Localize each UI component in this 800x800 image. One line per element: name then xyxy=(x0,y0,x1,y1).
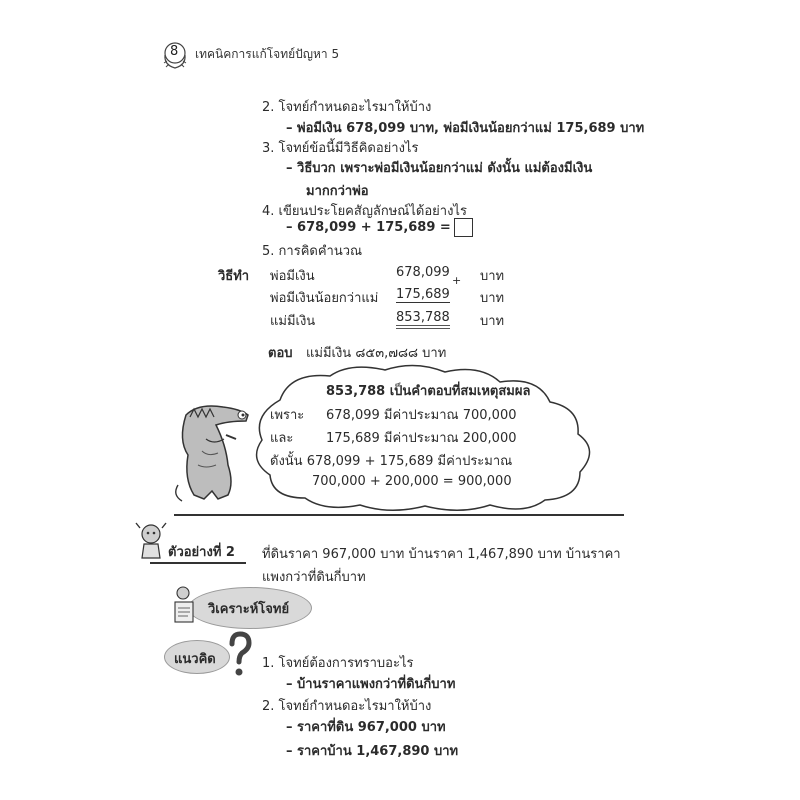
calc-row-3-unit: บาท xyxy=(480,314,505,329)
cloud-line1-label: เพราะ xyxy=(270,408,305,423)
calc-row-3-label: แม่มีเงิน xyxy=(270,314,316,329)
crocodile-mascot-icon xyxy=(168,395,263,510)
calc-row-1-unit: บาท xyxy=(480,269,505,284)
cloud-line1-value: 678,099 มีค่าประมาณ 700,000 xyxy=(326,408,517,423)
cloud-line4: 700,000 + 200,000 = 900,000 xyxy=(312,474,512,489)
number-sentence: – 678,099 + 175,689 = xyxy=(286,220,451,235)
method-label: วิธีทำ xyxy=(218,269,250,284)
ex2-answer-1: – บ้านราคาแพงกว่าที่ดินกี่บาท xyxy=(286,677,456,692)
plus-sign: + xyxy=(452,274,462,287)
answer-4 xyxy=(286,218,473,237)
analyze-label: วิเคราะห์โจทย์ xyxy=(208,602,290,617)
approach-label: แนวคิด xyxy=(174,652,216,667)
cloud-line2-value: 175,689 มีค่าประมาณ 200,000 xyxy=(326,431,517,446)
reading-person-icon xyxy=(170,584,200,628)
ex2-answer-2-2: – ราคาบ้าน 1,467,890 บาท xyxy=(286,744,459,759)
ex2-question-1: 1. โจทย์ต้องการทราบอะไร xyxy=(262,656,414,671)
question-5: 5. การคิดคำนวณ xyxy=(262,244,363,259)
running-title: เทคนิคการแก้โจทย์ปัญหา 5 xyxy=(195,47,340,61)
question-mark-icon xyxy=(226,630,254,680)
question-4: 4. เขียนประโยคสัญลักษณ์ได้อย่างไร xyxy=(262,204,467,219)
cloud-line3: ดังนั้น 678,099 + 175,689 มีค่าประมาณ xyxy=(270,454,513,469)
example-label-underline xyxy=(150,562,246,564)
ex2-question-2: 2. โจทย์กำหนดอะไรมาให้บ้าง xyxy=(262,699,432,714)
answer-box xyxy=(454,218,473,237)
question-2: 2. โจทย์กำหนดอะไรมาให้บ้าง xyxy=(262,100,432,115)
calc-row-2-label: พ่อมีเงินน้อยกว่าแม่ xyxy=(270,291,379,306)
cartoon-character-icon xyxy=(134,520,168,560)
section-divider xyxy=(174,514,624,516)
page-number-badge xyxy=(160,41,190,67)
calc-row-1-value: 678,099 xyxy=(396,265,450,280)
page-number: 8 xyxy=(170,44,179,59)
calc-row-3-value: 853,788 xyxy=(396,310,450,329)
answer-label: ตอบ xyxy=(268,346,293,361)
cloud-title: 853,788 เป็นคำตอบที่สมเหตุสมผล xyxy=(326,384,531,399)
answer-text: แม่มีเงิน ๘๕๓,๗๘๘ บาท xyxy=(306,346,447,361)
answer-2: – พ่อมีเงิน 678,099 บาท, พ่อมีเงินน้อยกว่าแม่ 175,689 บาท xyxy=(286,121,645,136)
calc-row-2-unit: บาท xyxy=(480,291,505,306)
example-problem-line2: แพงกว่าที่ดินกี่บาท xyxy=(262,570,366,585)
example-problem-line1: ที่ดินราคา 967,000 บาท บ้านราคา 1,467,890 บาท บ้านราคา xyxy=(262,547,621,562)
calc-row-2-value: 175,689 xyxy=(396,287,450,302)
question-3: 3. โจทย์ข้อนี้มีวิธีคิดอย่างไร xyxy=(262,141,419,156)
ex2-answer-2-1: – ราคาที่ดิน 967,000 บาท xyxy=(286,720,446,735)
cloud-line2-label: และ xyxy=(270,431,294,446)
calc-row-1-label: พ่อมีเงิน xyxy=(270,269,315,284)
answer-3-line2: มากกว่าพ่อ xyxy=(306,184,369,199)
answer-3-line1: – วิธีบวก เพราะพ่อมีเงินน้อยกว่าแม่ ดังนั้น แม่ต้องมีเงิน xyxy=(286,161,593,176)
example-label: ตัวอย่างที่ 2 xyxy=(168,545,235,560)
